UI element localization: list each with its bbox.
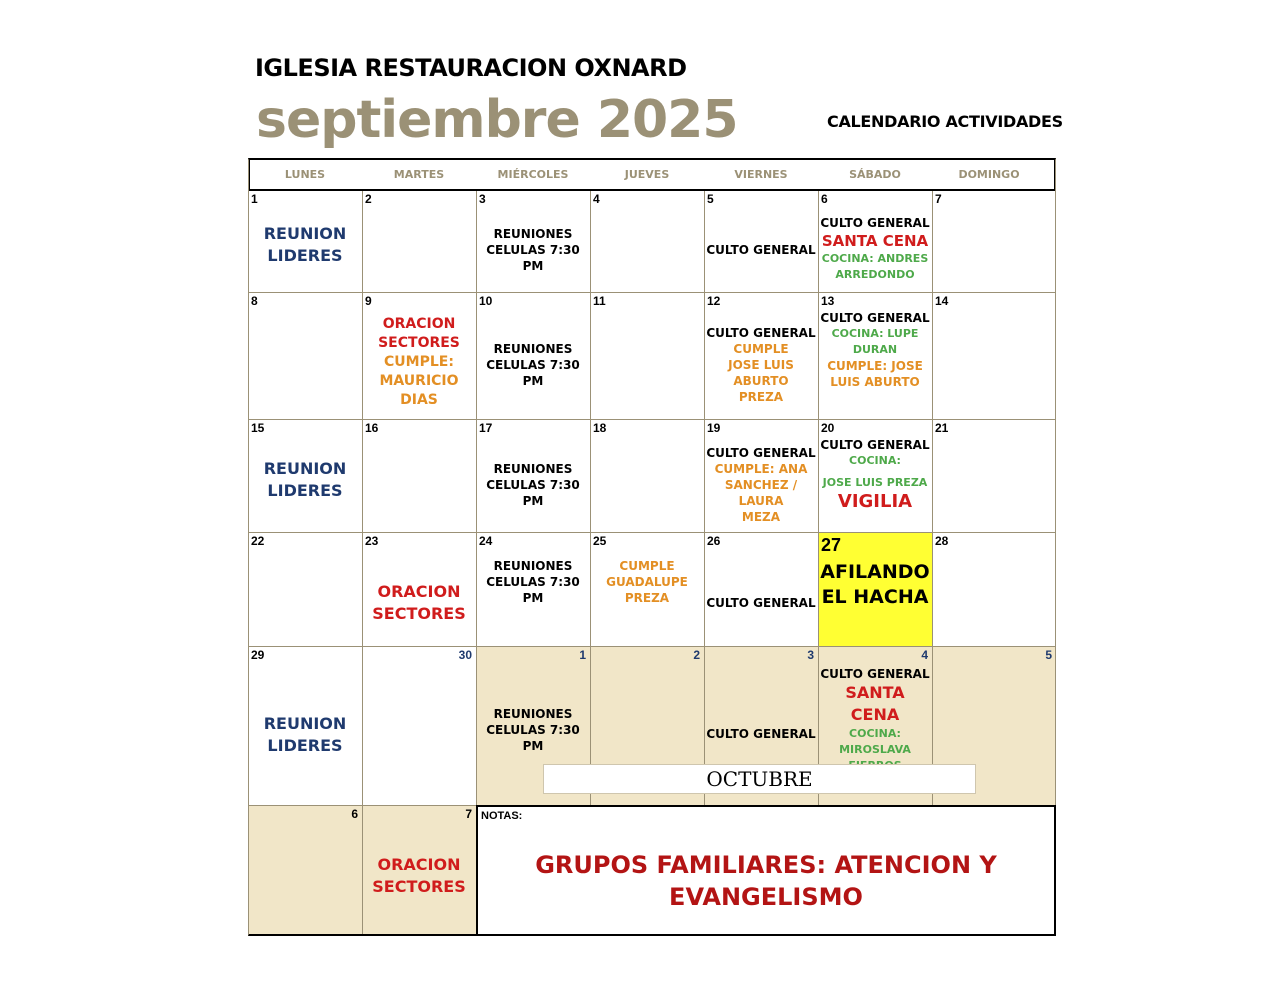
event-line: CUMPLE bbox=[733, 341, 789, 356]
event-line: SECTORES bbox=[372, 876, 466, 896]
event-line: CELULAS 7:30 PM bbox=[486, 357, 580, 388]
event-line: CELULAS 7:30 PM bbox=[486, 477, 580, 508]
event-line: JOSE LUIS PREZA bbox=[822, 476, 928, 489]
event-line: REUNIONES bbox=[493, 559, 573, 573]
event-line: CUMPLE: ANA bbox=[714, 461, 808, 476]
day-number: 12 bbox=[707, 294, 721, 308]
event-line: REUNION bbox=[263, 713, 347, 733]
event-line: CUMPLE: JOSE bbox=[827, 359, 923, 373]
month-title: septiembre 2025 bbox=[256, 90, 738, 150]
event-line: ARREDONDO bbox=[835, 268, 915, 281]
day-number: 13 bbox=[821, 294, 835, 308]
event-line: MAURICIO bbox=[379, 373, 459, 389]
event-line: LIDERES bbox=[267, 735, 343, 755]
dow-martes: MARTES bbox=[393, 167, 445, 181]
event-line: PREZA bbox=[624, 591, 670, 605]
notes-label: NOTAS: bbox=[481, 810, 523, 822]
day-number: 6 bbox=[351, 807, 358, 821]
day-number: 1 bbox=[579, 648, 586, 662]
event-line: REUNIONES bbox=[493, 341, 573, 356]
event-line: CULTO GENERAL bbox=[820, 667, 930, 681]
event-line: LIDERES bbox=[267, 246, 343, 265]
event-line: REUNIONES bbox=[493, 706, 573, 721]
event-line: CULTO GENERAL bbox=[820, 438, 930, 452]
event-line: CULTO GENERAL bbox=[706, 243, 816, 257]
day-number: 2 bbox=[693, 648, 700, 662]
event-line: COCINA: bbox=[849, 454, 901, 467]
day-number: 7 bbox=[465, 807, 472, 821]
event-line: CELULAS 7:30 PM bbox=[486, 575, 580, 605]
day-number: 30 bbox=[458, 648, 472, 662]
day-number: 11 bbox=[593, 294, 606, 308]
dow-miercoles: MIÉRCOLES bbox=[497, 167, 569, 181]
day-number: 5 bbox=[707, 192, 714, 206]
dow-lunes: LUNES bbox=[284, 167, 326, 181]
event-line: SECTORES bbox=[378, 335, 460, 351]
event-line: JOSE LUIS ABURTO bbox=[728, 357, 794, 388]
day-number: 3 bbox=[807, 648, 814, 662]
day-number: 10 bbox=[479, 294, 493, 308]
day-number: 6 bbox=[821, 192, 828, 206]
day-number: 20 bbox=[821, 421, 835, 435]
day-number: 18 bbox=[593, 421, 607, 435]
event-line: CULTO GENERAL bbox=[820, 216, 930, 230]
day-number: 17 bbox=[479, 421, 493, 435]
event-line: CULTO GENERAL bbox=[706, 596, 816, 610]
event-line: SECTORES bbox=[372, 604, 466, 623]
event-line: LUIS ABURTO bbox=[830, 375, 920, 389]
event-line: REUNIONES bbox=[493, 461, 573, 476]
day-number: 5 bbox=[1045, 648, 1052, 662]
day-number: 19 bbox=[707, 421, 721, 435]
event-line: LIDERES bbox=[267, 480, 343, 500]
day-number: 25 bbox=[593, 534, 607, 548]
event-line: AFILANDO bbox=[820, 561, 930, 583]
event-line: REUNIONES bbox=[493, 227, 573, 241]
day-number: 14 bbox=[935, 294, 949, 308]
event-line: REUNION bbox=[263, 224, 347, 243]
event-line: COCINA: LUPE bbox=[831, 327, 919, 340]
event-line: GUADALUPE bbox=[606, 575, 688, 589]
event-line: CULTO GENERAL bbox=[820, 311, 930, 325]
event-line: PREZA bbox=[738, 389, 784, 404]
day-number: 16 bbox=[365, 421, 379, 435]
event-line: DIAS bbox=[400, 392, 438, 408]
notes-box[interactable] bbox=[476, 805, 1056, 936]
notes-text bbox=[478, 849, 1054, 913]
event-line: DURAN bbox=[852, 343, 898, 356]
event-line: ORACION bbox=[377, 854, 461, 874]
event-line: ORACION bbox=[377, 582, 461, 601]
event-line: MIROSLAVA bbox=[839, 743, 911, 756]
event-line: VIGILIA bbox=[837, 491, 913, 512]
dow-domingo: DOMINGO bbox=[958, 167, 1020, 181]
dow-viernes: VIERNES bbox=[734, 167, 788, 181]
day-number: 24 bbox=[479, 534, 493, 548]
notes-line-2: EVANGELISMO bbox=[669, 883, 863, 911]
event-line: SANCHEZ / LAURA bbox=[724, 477, 798, 508]
event-line: COCINA: ANDRES bbox=[821, 252, 929, 265]
day-number: 28 bbox=[935, 534, 949, 548]
day-number: 29 bbox=[251, 648, 265, 662]
event-line: EL HACHA bbox=[821, 586, 929, 608]
event-line: MEZA bbox=[741, 509, 781, 524]
dow-sabado: SÁBADO bbox=[849, 167, 901, 181]
event-line: CUMPLE bbox=[619, 559, 675, 573]
next-month-label: OCTUBRE bbox=[543, 764, 976, 794]
day-number: 8 bbox=[251, 294, 258, 308]
event-line: CULTO GENERAL bbox=[706, 325, 816, 340]
day-number: 4 bbox=[921, 648, 928, 662]
day-number: 15 bbox=[251, 421, 265, 435]
event-line: ORACION bbox=[382, 316, 456, 332]
event-line: SANTA CENA bbox=[845, 683, 905, 724]
event-line: COCINA: bbox=[849, 727, 901, 740]
day-number: 26 bbox=[707, 534, 721, 548]
event-line: CELULAS 7:30 PM bbox=[486, 243, 580, 273]
day-number: 7 bbox=[935, 192, 942, 206]
event-line: CUMPLE: bbox=[384, 354, 454, 370]
day-number: 4 bbox=[593, 192, 600, 206]
church-name: IGLESIA RESTAURACION OXNARD bbox=[255, 54, 687, 82]
day-number: 21 bbox=[935, 421, 949, 435]
day-number: 9 bbox=[365, 294, 372, 308]
event-line: CELULAS 7:30 PM bbox=[486, 722, 580, 753]
event-line: CULTO GENERAL bbox=[706, 726, 816, 741]
dow-jueves: JUEVES bbox=[624, 167, 670, 181]
day-number: 1 bbox=[251, 192, 258, 206]
notes-line-1: GRUPOS FAMILIARES: ATENCION Y bbox=[535, 851, 997, 879]
day-number: 3 bbox=[479, 192, 486, 206]
event-line: CULTO GENERAL bbox=[706, 445, 816, 460]
day-number: 27 bbox=[821, 535, 842, 555]
event-line: SANTA CENA bbox=[821, 232, 929, 250]
event-line: REUNION bbox=[263, 458, 347, 478]
day-number: 22 bbox=[251, 534, 265, 548]
day-number: 2 bbox=[365, 192, 372, 206]
day-number: 23 bbox=[365, 534, 379, 548]
calendar-subtitle: CALENDARIO ACTIVIDADES bbox=[827, 112, 1063, 131]
